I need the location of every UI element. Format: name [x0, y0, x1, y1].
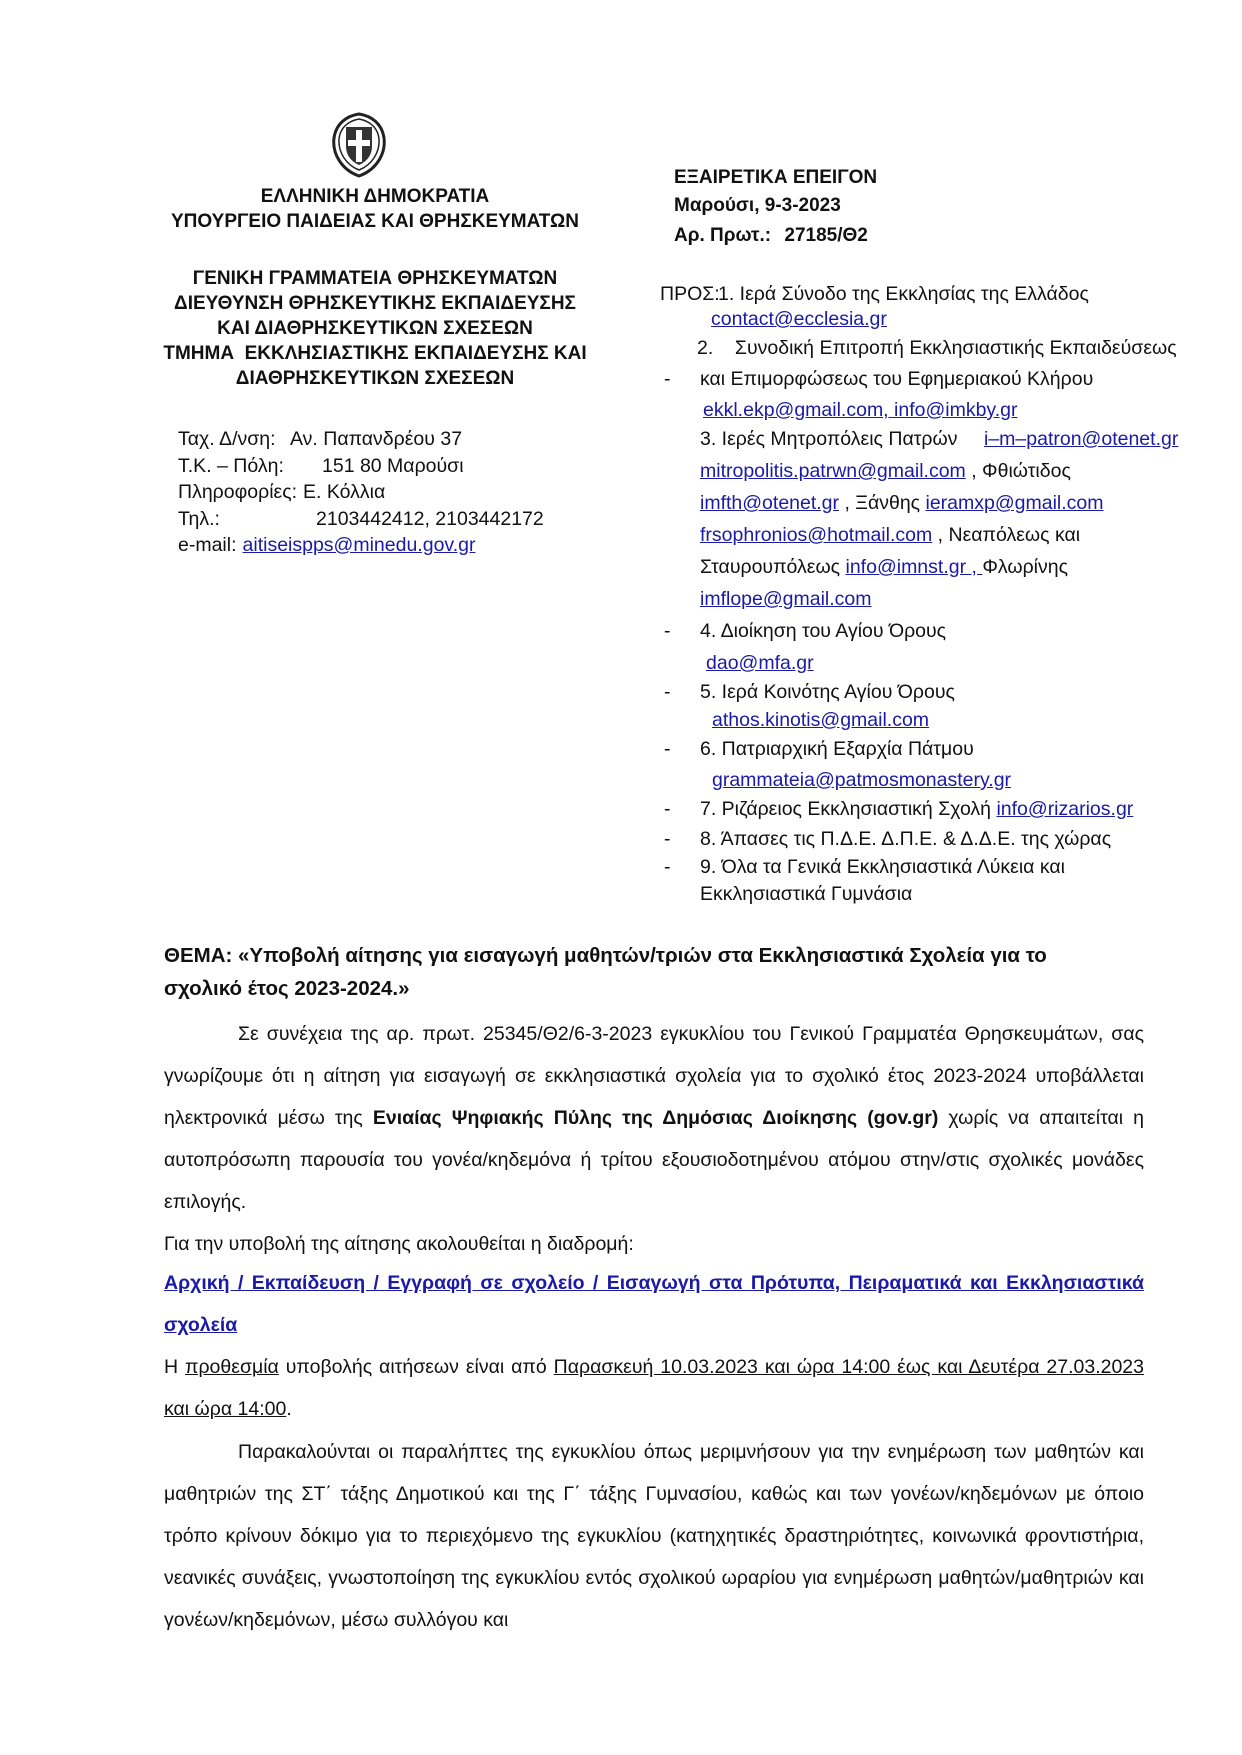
recipient-5-text: 5. Ιερά Κοινότης Αγίου Όρους: [700, 681, 955, 703]
recipient-3-email-7-link[interactable]: imflope@gmail.com: [700, 588, 872, 610]
list-dash: -: [664, 620, 671, 642]
recipients-label: ΠΡΟΣ:: [660, 283, 720, 305]
deadline-dates: Παρασκευή 10.03.2023 και ώρα 14:00 έως και Δευτέρα 27.03.2023 και ώρα 14:00: [164, 1356, 1144, 1420]
ministry-title: ΥΠΟΥΡΓΕΙΟ ΠΑΙΔΕΙΑΣ ΚΑΙ ΘΡΗΣΚΕΥΜΑΤΩΝ: [171, 211, 579, 232]
recipient-3-email-1-link[interactable]: i–m–patron@otenet.gr: [984, 428, 1179, 450]
deadline-paragraph: [164, 1346, 1144, 1430]
recipient-1-text: 1. Ιερά Σύνοδο της Εκκλησίας της Ελλάδος: [718, 283, 1089, 305]
recipient-8-text: 8. Άπασες τις Π.Δ.Ε. Δ.Π.Ε. & Δ.Δ.Ε. της χώρας: [700, 828, 1112, 850]
recipient-3-email-2-link[interactable]: mitropolitis.patrwn@gmail.com: [700, 460, 966, 482]
recipient-3-sep-3: , Νεαπόλεως και: [932, 524, 1081, 546]
deadline-text-c: .: [286, 1398, 292, 1420]
recipient-6-email-link[interactable]: grammateia@patmosmonastery.gr: [712, 769, 1012, 791]
directorate-header: [150, 266, 600, 391]
deadline-text-b: υποβολής αιτήσεων είναι από: [278, 1356, 554, 1378]
contact-person-row: [178, 479, 544, 506]
gov-portal-name: Ενιαίας Ψηφιακής Πύλης της Δημόσιας Διοίκησης (gov.gr): [372, 1107, 939, 1129]
list-dash: -: [664, 681, 671, 703]
postal-row: [178, 453, 544, 480]
department-line-1: ΤΜΗΜΑ ΕΚΚΛΗΣΙΑΣΤΙΚΗΣ ΕΚΠΑΙΔΕΥΣΗΣ ΚΑΙ: [163, 343, 587, 364]
recipient-7-text: 7. Ριζάρειος Εκκλησιαστική Σχολή: [700, 798, 997, 820]
recipient-5-email-link[interactable]: athos.kinotis@gmail.com: [712, 709, 930, 731]
recipient-3-sep-2: , Ξάνθης: [839, 492, 926, 514]
recipient-2-text-1: 2. Συνοδική Επιτροπή Εκκλησιαστικής Εκπαιδεύσεως: [697, 337, 1177, 359]
phone-value: 2103442412, 2103442172: [316, 507, 544, 530]
subject-line-2: σχολικό έτος 2023-2024.»: [164, 977, 410, 1000]
sender-header: [150, 184, 600, 234]
general-secretariat: ΓΕΝΙΚΗ ΓΡΑΜΜΑΤΕΙΑ ΘΡΗΣΚΕΥΜΑΤΩΝ: [192, 268, 558, 289]
document-meta: [674, 164, 877, 250]
protocol-row: [674, 222, 877, 250]
sender-email-link[interactable]: aitiseispps@minedu.gov.gr: [242, 534, 476, 556]
recipient-3-line-4: [700, 524, 1080, 547]
greek-coat-of-arms-icon: [326, 110, 392, 180]
recipient-3-line-2: [700, 460, 1071, 483]
republic-title: ΕΛΛΗΝΙΚΗ ΔΗΜΟΚΡΑΤΙΑ: [260, 186, 490, 207]
department-line-2: ΔΙΑΘΡΗΣΚΕΥΤΙΚΩΝ ΣΧΕΣΕΩΝ: [235, 368, 515, 389]
recipient-3-email-5-link[interactable]: frsophronios@hotmail.com: [700, 524, 933, 546]
recipient-2-email-link[interactable]: ekkl.ekp@gmail.com, info@imkby.gr: [703, 399, 1018, 421]
postal-value: 151 80 Μαρούσι: [322, 454, 464, 477]
recipient-6-text: 6. Πατριαρχική Εξαρχία Πάτμου: [700, 738, 974, 760]
email-row: [178, 532, 544, 559]
recipient-3-email-6-link[interactable]: info@imnst.gr ,: [845, 556, 983, 578]
contact-person-value: Ε. Κόλλια: [303, 481, 386, 503]
recipient-3-sep-5: Φλωρίνης: [982, 556, 1068, 578]
email-label: e-mail:: [178, 534, 237, 556]
list-dash: -: [664, 798, 671, 820]
recipient-7-line: [700, 798, 1133, 821]
phone-row: [178, 506, 544, 533]
place-date: Μαρούσι, 9-3-2023: [674, 195, 841, 216]
paragraph-1-text-a: Σε συνέχεια της αρ. πρωτ. 25345/Θ2/6-3-2023 εγκυκλίου του Γενικού Γραμματέα Θρησκευμάτων, σας γνωρίζουμε ότι η αίτηση για εισαγωγή σε εκκλησιαστικά σχολεία για το σχολικό έτος 2023-2024 υποβάλλεται ηλεκτρονικά μέσω της: [164, 1023, 1144, 1129]
body-paragraph-4: Παρακαλούνται οι παραλήπτες της εγκυκλίου όπως μεριμνήσουν για την ενημέρωση των μαθητών και μαθητριών της ΣΤ΄ τάξης Δημοτικού και της Γ΄ τάξης Γυμνασίου, καθώς και των γονέων/κηδεμόνων με όποιο τρόπο κρίνουν δόκιμο για το περιεχόμενο της εγκυκλίου (κατηχητικές δραστηριότητες, κοινωνικά φροντιστήρια, νεανικές συνάξεις, γνωστοποίηση της εγκυκλίου εντός σχολικού ωραρίου για ενημέρωση μαθητών/μαθητριών και γονέων/κηδεμόνων, μέσω συλλόγου και: [164, 1441, 1144, 1631]
body-paragraph-2: Για την υποβολή της αίτησης ακολουθείται η διαδρομή:: [164, 1233, 634, 1255]
protocol-number: 27185/Θ2: [784, 225, 868, 246]
contact-person-label: Πληροφορίες:: [178, 481, 298, 503]
postal-label: Τ.Κ. – Πόλη:: [178, 454, 284, 477]
subject-line-1: ΘΕΜΑ: «Υποβολή αίτησης για εισαγωγή μαθητών/τριών στα Εκκλησιαστικά Σχολεία για το: [164, 944, 1047, 967]
deadline-text-a: Η: [164, 1356, 186, 1378]
recipient-1-email-link[interactable]: contact@ecclesia.gr: [711, 308, 887, 330]
recipient-4-text: 4. Διοίκηση του Αγίου Όρους: [700, 620, 947, 642]
list-dash: -: [664, 738, 671, 760]
recipient-9-text-2: Εκκλησιαστικά Γυμνάσια: [700, 883, 913, 905]
address-label: Ταχ. Δ/νση:: [178, 428, 276, 450]
path-block: [164, 1262, 1144, 1346]
body-paragraph-1: [164, 1013, 1144, 1223]
phone-label: Τηλ.:: [178, 507, 220, 530]
recipient-9-text-1: 9. Όλα τα Γενικά Εκκλησιαστικά Λύκεια και: [700, 856, 1065, 878]
subject-block: [164, 939, 1144, 1005]
urgency-label: ΕΞΑΙΡΕΤΙΚΑ ΕΠΕΙΓΟΝ: [674, 167, 878, 188]
address-row: [178, 426, 544, 453]
sender-contact-block: [178, 426, 544, 559]
recipient-4-email-link[interactable]: dao@mfa.gr: [706, 652, 814, 674]
recipient-3-line-3: [700, 492, 1104, 515]
recipient-3-email-3-link[interactable]: imfth@otenet.gr: [700, 492, 840, 514]
recipient-3-email-4-link[interactable]: ieramxp@gmail.com: [925, 492, 1104, 514]
recipient-3-sep-4: Σταυρουπόλεως: [700, 556, 846, 578]
directorate-line-1: ΔΙΕΥΘΥΝΣΗ ΘΡΗΣΚΕΥΤΙΚΗΣ ΕΚΠΑΙΔΕΥΣΗΣ: [174, 293, 576, 314]
deadline-word: προθεσμία: [185, 1356, 279, 1378]
address-value: Αν. Παπανδρέου 37: [290, 428, 463, 450]
recipient-7-email-link[interactable]: info@rizarios.gr: [996, 798, 1134, 820]
recipient-3-text: 3. Ιερές Μητροπόλεις Πατρών: [700, 428, 958, 450]
recipient-2-text-2: και Επιμορφώσεως του Εφημεριακού Κλήρου: [700, 368, 1094, 390]
list-dash: -: [664, 828, 671, 850]
recipient-3-sep-1: , Φθιώτιδος: [965, 460, 1071, 482]
recipient-3-line-5: [700, 556, 1068, 579]
paragraph-1-text-b: χωρίς να απαιτείται η αυτοπρόσωπη παρουσία του γονέα/κηδεμόνα ή τρίτου εξουσιοδοτημένου ατόμου στην/στις σχολικές μονάδες επιλογής.: [164, 1107, 1144, 1213]
gov-path-link[interactable]: Αρχική / Εκπαίδευση / Εγγραφή σε σχολείο / Εισαγωγή στα Πρότυπα, Πειραματικά και Εκκλησιαστικά σχολεία: [164, 1272, 1144, 1336]
list-dash: -: [664, 856, 671, 878]
directorate-line-2: ΚΑΙ ΔΙΑΘΡΗΣΚΕΥΤΙΚΩΝ ΣΧΕΣΕΩΝ: [217, 318, 533, 339]
protocol-label: Αρ. Πρωτ.:: [674, 225, 772, 246]
list-dash: -: [664, 368, 671, 390]
